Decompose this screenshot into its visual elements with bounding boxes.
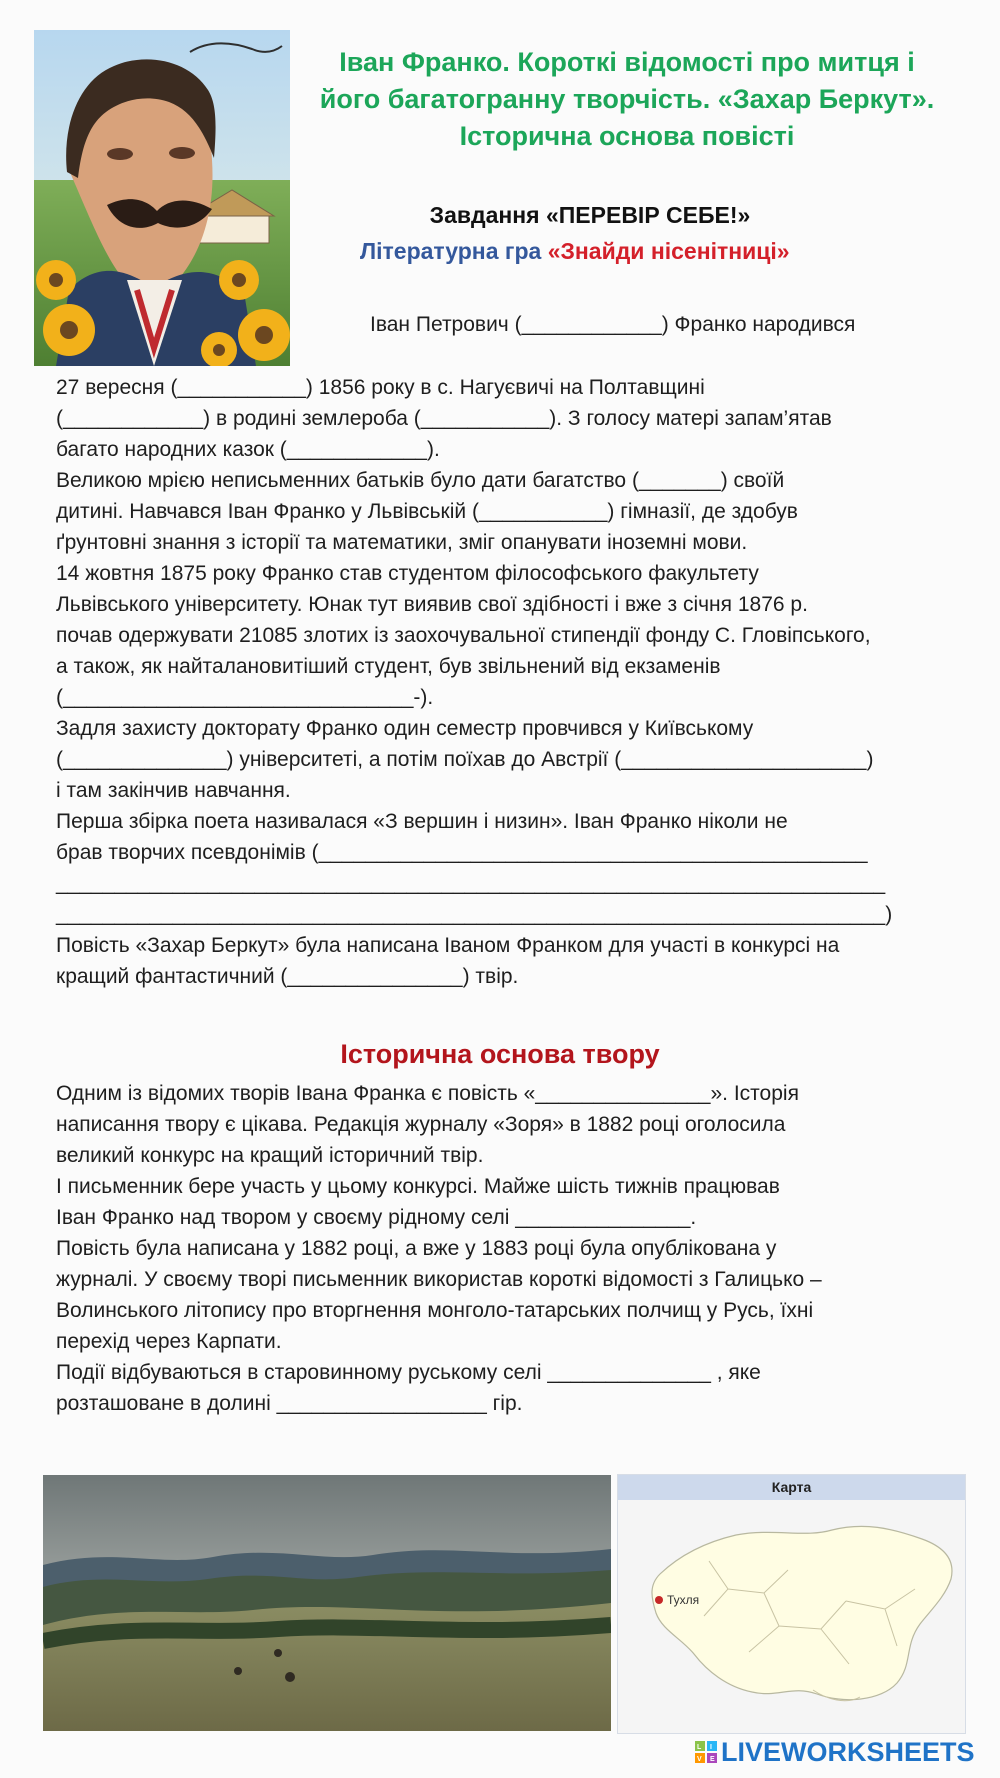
worksheet-line: дитині. Навчався Іван Франко у Львівській (___________) гімназії, де здобув <box>56 500 798 523</box>
worksheet-line: Повість «Захар Беркут» була написана Іваном Франком для участі в конкурсі на <box>56 934 840 957</box>
logo-letter: L <box>697 1744 702 1751</box>
worksheet-line: а також, як найталановитіший студент, був звільнений від екзаменів <box>56 655 721 678</box>
carpathian-landscape-image <box>43 1475 611 1731</box>
history-line: написання твору є цікава. Редакція журналу «Зоря» в 1882 році оголосила <box>56 1113 786 1136</box>
worksheet-line: почав одержувати 21085 злотих із заохочувальної стипендії фонду С. Гловіпського, <box>56 624 871 647</box>
worksheet-line: Перша збірка поета називалася «З вершин і низин». Іван Франко ніколи не <box>56 810 788 833</box>
worksheet-line: Задля захисту докторату Франко один семестр провчився у Київському <box>56 717 754 740</box>
history-line: Одним із відомих творів Івана Франка є повість «_______________». Історія <box>56 1082 799 1105</box>
ivan-franko-portrait <box>34 30 290 366</box>
worksheet-line: (______________) університеті, а потім поїхав до Австрії (_____________________) <box>56 748 874 771</box>
liveworksheets-logo-icon <box>695 1741 717 1763</box>
worksheet-line: 27 вересня (___________) 1856 року в с. Нагуєвичі на Полтавщині <box>56 376 705 399</box>
game-title <box>360 236 920 266</box>
logo-letter: I <box>710 1744 712 1751</box>
worksheet-line: і там закінчив навчання. <box>56 779 291 802</box>
worksheet-line: 14 жовтня 1875 року Франко став студентом філософського факультету <box>56 562 759 585</box>
title-line: Іван Франко. Короткі відомості про митця і <box>339 47 915 77</box>
history-line: Події відбуваються в старовинному руському селі ______________ , яке <box>56 1361 761 1384</box>
logo-letter: E <box>710 1756 715 1763</box>
worksheet-line: Великою мрією неписьменних батьків було дати багатство (_______) своїй <box>56 469 785 492</box>
history-text <box>56 1078 986 1419</box>
worksheet-line: ґрунтовні знання з історії та математики, зміг опанувати іноземні мови. <box>56 531 748 554</box>
worksheet-line: кращий фантастичний (_______________) твір. <box>56 965 519 988</box>
history-line: розташоване в долині __________________ гір. <box>56 1392 523 1415</box>
worksheet-line: _______________________________________________________________________ <box>56 872 886 895</box>
task-title: Завдання «ПЕРЕВІР СЕБЕ!» <box>429 202 751 228</box>
history-line: Повість була написана у 1882 році, а вже у 1883 році була опублікована у <box>56 1237 777 1260</box>
map-marker-label: Тухля <box>667 1593 700 1607</box>
first-sentence-line: Іван Петрович (____________) Франко народився <box>370 313 856 336</box>
history-line: журналі. У своєму творі письменник використав короткі відомості з Галицько – <box>56 1268 822 1291</box>
history-line: перехід через Карпати. <box>56 1330 282 1353</box>
map-panel <box>617 1474 966 1734</box>
history-line: Іван Франко над твором у своєму рідному селі _______________. <box>56 1206 697 1229</box>
history-line: Волинського літопису про вторгнення монголо-татарських полчищ у Русь, їхні <box>56 1299 814 1322</box>
logo-letter: V <box>697 1756 702 1763</box>
history-line: великий конкурс на кращий історичний твір. <box>56 1144 484 1167</box>
title-line: Історична основа повісті <box>459 121 795 151</box>
worksheet-line: (____________) в родині землероба (___________). З голосу матері запам’ятав <box>56 407 832 430</box>
brand-name: LIVEWORKSHEETS <box>721 1737 975 1767</box>
page-title <box>292 44 962 155</box>
worksheet-line: брав творчих псевдонімів (_______________________________________________ <box>56 841 868 864</box>
worksheet-line: _______________________________________________________________________) <box>56 903 893 926</box>
title-line: його багатогранну творчість. «Захар Беркут». <box>319 84 935 114</box>
worksheet-line: багато народних казок (____________). <box>56 438 440 461</box>
map-header: Карта <box>618 1475 965 1500</box>
worksheet-text <box>56 372 986 992</box>
worksheet-line: Львівського університету. Юнак тут виявив свої здібності і вже з січня 1876 р. <box>56 593 808 616</box>
section-title: Історична основа твору <box>340 1039 660 1069</box>
history-line: І письменник бере участь у цьому конкурсі. Майже шість тижнів працював <box>56 1175 780 1198</box>
liveworksheets-brand <box>695 1734 995 1770</box>
worksheet-line: (______________________________-). <box>56 686 434 709</box>
game-prefix: Літературна гра <box>360 238 542 264</box>
game-name: «Знайди нісенітниці» <box>547 238 790 264</box>
